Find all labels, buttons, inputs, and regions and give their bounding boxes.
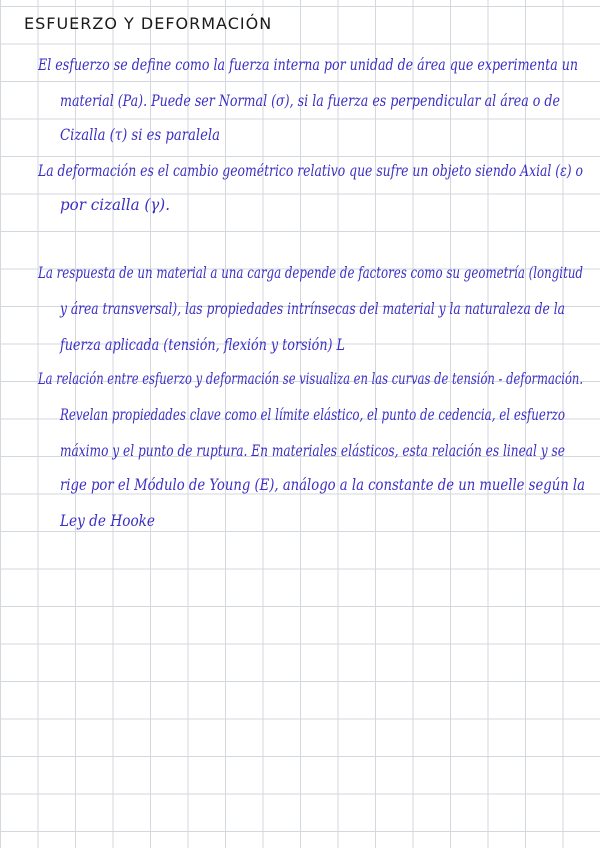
text-line: La respuesta de un material a una carga depende de factores como su geometría (longitud xyxy=(38,264,583,282)
text-line: material (Pa). Puede ser Normal (σ), si la fuerza es perpendicular al área o de xyxy=(60,92,560,110)
text-line: El esfuerzo se define como la fuerza interna por unidad de área que experimenta un xyxy=(38,56,578,74)
text-line: rige por el Módulo de Young (E), análogo a la constante de un muelle según la xyxy=(60,476,586,494)
text-line: máximo y el punto de ruptura. En materiales elásticos, esta relación es lineal y se xyxy=(60,442,565,460)
text-line: Revelan propiedades clave como el límite elástico, el punto de cedencia, el esfuerzo xyxy=(60,406,565,424)
text-line: La relación entre esfuerzo y deformación se visualiza en las curvas de tensión - deformación. xyxy=(38,370,584,388)
text-line: fuerza aplicada (tensión, flexión y torsión) L xyxy=(60,336,346,354)
text-line: Ley de Hooke xyxy=(60,512,156,530)
text-line: La deformación es el cambio geométrico relativo que sufre un objeto siendo Axial (ε) o xyxy=(38,162,584,180)
text-line: Cizalla (τ) si es paralela xyxy=(60,126,220,144)
text-line: por cizalla (γ). xyxy=(60,196,170,214)
text-line: y área transversal), las propiedades intrínsecas del material y la naturaleza de la xyxy=(60,300,565,318)
page-title: ESFUERZO Y DEFORMACIÓN xyxy=(24,14,273,33)
